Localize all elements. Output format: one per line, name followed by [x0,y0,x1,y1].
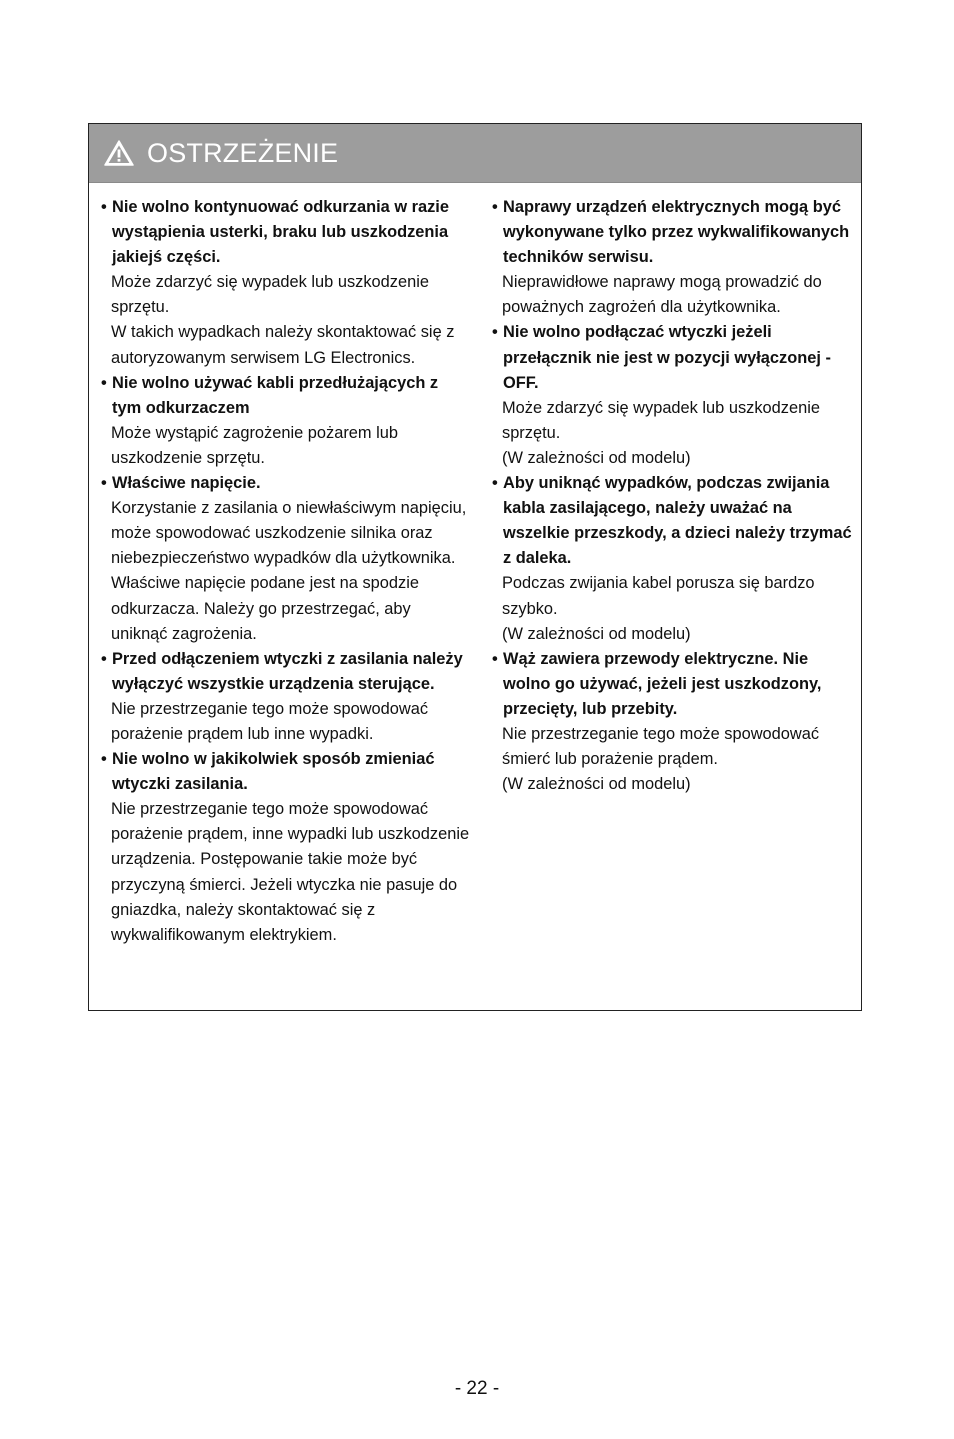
warning-item [492,320,857,471]
item-body-text: Może zdarzyć się wypadek lub uszkodzenie sprzętu. [502,398,820,442]
warning-title: OSTRZEŻENIE [147,137,339,168]
item-body-text: Nie przestrzeganie tego może spowodować śmierć lub porażenie prądem. [502,724,820,769]
item-heading-text: Aby uniknąć wypadków, podczas zwijania kabla zasilającego, należy uważać na wszelkie przeszkody, a dzieci należy trzymać z daleka. [503,474,852,568]
item-body-text: (W zależności od modelu) [502,775,691,794]
item-heading [101,371,471,421]
page-number: - 22 - [454,1378,500,1399]
item-heading-text: Wąż zawiera przewody elektryczne. Nie wolno go używać, jeżeli jest uszkodzony, przecięty, lub przebity. [503,649,822,718]
item-heading [101,195,471,270]
warning-item [492,195,857,320]
item-body-text: Może zdarzyć się wypadek lub uszkodzenie sprzętu. [111,273,429,317]
warning-item [101,371,471,471]
warning-triangle-icon [103,139,135,167]
bullet: • [101,750,107,769]
bullet: • [101,474,107,493]
item-body-text: Nieprawidłowe naprawy mogą prowadzić do poważnych zagrożeń dla użytkownika. [502,273,822,317]
item-heading [101,747,471,797]
item-heading-text: Właściwe napięcie. [112,474,261,493]
item-heading-text: Nie wolno w jakikolwiek sposób zmieniać wtyczki zasilania. [112,750,435,794]
item-body-text: Nie przestrzeganie tego może spowodować porażenie prądem, inne wypadki lub uszkodzenie urządzenia. Postępowanie takie może być przyczyną śmierci. Jeżeli wtyczka nie pasuje do gniazdka, należy skontaktować się z wykwalifikowanym elektrykiem. [111,800,470,944]
item-body-text: Korzystanie z zasilania o niewłaściwym napięciu, może spowodować uszkodzenie silnika oraz niebezpieczeństwo wypadków dla użytkownika. Właściwe napięcie podane jest na spodzie odkurzacza. Należy go przestrzegać, aby uniknąć zagrożenia. [111,499,467,643]
item-body-text: Podczas zwijania kabel porusza się bardzo szybko. [502,574,815,618]
item-heading [492,320,857,395]
bullet: • [492,198,498,216]
item-heading-text: Przed odłączeniem wtyczki z zasilania należy wyłączyć wszystkie urządzenia sterujące. [112,649,463,693]
item-heading [492,195,857,270]
warning-item [492,647,857,798]
warning-item [101,195,471,371]
item-heading-text: Nie wolno kontynuować odkurzania w razie wystąpienia usterki, braku lub uszkodzenia jakiejś części. [112,198,449,267]
item-heading [492,471,857,571]
warning-header [89,124,861,183]
item-body-text: Nie przestrzeganie tego może spowodować porażenie prądem lub inne wypadki. [111,699,429,743]
item-heading [101,647,471,697]
bullet: • [492,649,498,668]
bullet: • [492,474,498,493]
right-column [492,195,857,797]
item-heading-text: Nie wolno podłączać wtyczki jeżeli przełącznik nie jest w pozycji wyłączonej - OFF. [503,323,831,392]
bullet: • [492,323,498,342]
warning-box [88,123,862,1011]
bullet: • [101,649,107,668]
bullet: • [101,373,107,392]
item-body-text: (W zależności od modelu) [502,448,691,467]
warning-item [101,747,471,948]
item-heading-text: Naprawy urządzeń elektrycznych mogą być wykonywane tylko przez wykwalifikowanych techników serwisu. [503,198,850,267]
item-heading-text: Nie wolno używać kabli przedłużających z tym odkurzaczem [112,373,439,417]
warning-item [101,471,471,647]
item-body-text: W takich wypadkach należy skontaktować się z autoryzowanym serwisem LG Electronics. [111,323,455,367]
item-body-text: Może wystąpić zagrożenie pożarem lub uszkodzenie sprzętu. [111,423,398,467]
left-column [101,195,471,948]
warning-item [101,647,471,747]
item-heading [101,471,471,496]
bullet: • [101,198,107,216]
warning-item [492,471,857,647]
item-body-text: (W zależności od modelu) [502,624,691,643]
item-heading [492,647,857,722]
